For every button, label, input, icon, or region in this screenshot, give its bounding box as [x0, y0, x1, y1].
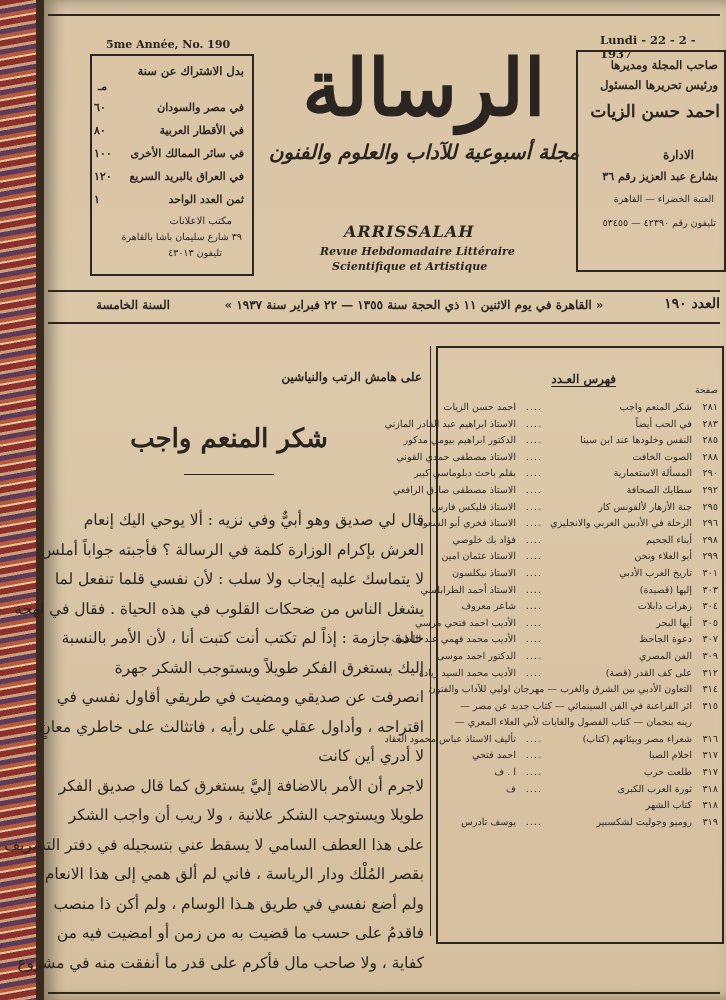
toc-row: [436, 649, 718, 666]
admin-address-1: بشارع عبد العزيز رقم ٣٦: [602, 170, 718, 183]
toc-title: على كف القدر (قصة): [605, 667, 692, 679]
toc-title: احلام الصبا: [648, 750, 692, 762]
toc-author: الاستاذ أحمد الطرابلسي: [420, 584, 516, 596]
toc-page-number: ٢٩٨: [702, 534, 718, 546]
top-rule: [48, 14, 720, 16]
toc-page-number: ٣١٢: [702, 667, 718, 679]
toc-page-number: ٣١٧: [702, 750, 718, 762]
toc-title: ثورة العرب الكبرى: [617, 783, 692, 795]
toc-row: [442, 815, 718, 832]
toc-title: دعوة الجاحظ: [639, 634, 692, 646]
subscription-row: ثمن العدد الواحد ١: [94, 193, 244, 206]
toc-title: تاريخ العرب الأدبي: [619, 567, 692, 579]
toc-row: [428, 682, 718, 699]
toc-title: شكر المنعم واجب: [619, 402, 692, 413]
toc-page-number: ٢٨١: [702, 402, 718, 413]
toc-author: الاستاذ فليكس فارس: [431, 501, 516, 513]
article-line: انصرفت عن صديقي ومضيت في طريقي أقاول نفسي في: [56, 688, 424, 706]
toc-row: [442, 765, 718, 782]
toc-row: [442, 599, 718, 616]
toc-leader-dots: ....: [525, 418, 542, 430]
toc-leader-dots: ....: [525, 634, 542, 646]
toc-author: الأديب محمد السيد زيادة: [418, 667, 516, 679]
dateline-rule-bottom: [48, 322, 720, 324]
toc-title: الفن المصري: [638, 650, 692, 662]
toc-leader-dots: ....: [525, 783, 542, 795]
toc-title: جنة الأزهار لألفونس كار: [598, 501, 692, 513]
subscription-row: في الأقطار العربية ٨٠: [94, 124, 244, 137]
bottom-rule: [48, 992, 720, 994]
article-line: لا أدري أين كانت: [318, 747, 424, 765]
toc-row: [396, 450, 718, 467]
toc-title: الرحلة في الأدبين العربي والانجليزي: [550, 518, 692, 530]
toc-leader-dots: ....: [525, 650, 542, 662]
admin-phone: تليفون رقم ٤٢٣٩٠ — ٥٣٤٥٥: [602, 218, 716, 229]
article-line: قال لي صديق وهو أبيٌّ وفي نزيه : ألا يوحي اليك إنعام: [83, 511, 424, 529]
masthead-title: الرسالة: [302, 43, 546, 134]
toc-title: سطايك الصحافة: [626, 484, 692, 496]
article-line: لا يتماسك عليه إيجاب ولا سلب : لأن نفسي قلما تنفعل لما: [54, 570, 424, 588]
toc-page-number: ٣١٥: [702, 700, 718, 712]
toc-page-number: ٢٩٥: [702, 501, 718, 513]
toc-title: اثر الفراعنة في الفن السينمائي — كتاب جديد عن مصر —: [460, 700, 692, 712]
masthead-subtitle: مجلة أسبوعية للآداب والعلوم والفنون: [268, 140, 580, 164]
toc-page-number: ٣١٦: [702, 733, 718, 745]
title-underline: [184, 474, 274, 475]
toc-page-number: ٢٩٩: [702, 551, 718, 563]
toc-title: الصوت الخافت: [632, 451, 692, 463]
article-line: على هذا العطف السامي لا يسقط عني بتسجيله في دفتر التشريف: [4, 835, 424, 854]
toc-page-number: ٣١٧: [702, 767, 718, 779]
toc-page-number: ٢٩٠: [702, 468, 718, 480]
toc-page-number: ٣١٤: [702, 684, 718, 696]
toc-leader-dots: ....: [525, 551, 542, 563]
toc-leader-dots: ....: [525, 617, 542, 629]
toc-page-column-label: صفحة: [695, 386, 718, 396]
toc-row: [415, 616, 718, 633]
toc-author: شاعر معروف: [461, 601, 516, 613]
owner-line-2: ورئيس تحريرها المسئول: [600, 78, 718, 92]
subscription-row: في سائر الممالك الأخرى ١٠٠: [94, 147, 244, 160]
owner-name: احمد حسن الزيات: [590, 102, 720, 122]
issue-number: العدد ١٩٠: [664, 296, 720, 312]
toc-list: [384, 400, 718, 831]
toc-row: [384, 417, 718, 434]
toc-page-number: ٣١٨: [702, 783, 718, 795]
article-line: ولم أضع نفسي في طريق هـذا الوسام ، ولم أكن ذا منصب: [53, 894, 424, 913]
toc-page-number: ٣٠٤: [702, 601, 718, 613]
toc-row: [418, 666, 718, 683]
date-line: « القاهرة في يوم الاثنين ١١ ذي الحجة سنة ١٣٥٥ — ٢٢ فبراير سنة ١٩٣٧ »: [224, 298, 604, 312]
toc-leader-dots: ....: [525, 567, 542, 579]
article-line: طويلا ويستوجب الشكر علانية ، ولا ريب أن واجب الشكر: [68, 806, 424, 824]
article-line: اقتراحه ، وأداول عقلي على رأيه ، فاتثالث على خاطري معانٍ: [39, 717, 424, 736]
toc-page-number: ٣٠٣: [702, 584, 718, 596]
toc-row: [392, 483, 718, 500]
toc-page-number: ٢٨٥: [702, 435, 718, 447]
toc-leader-dots: ....: [525, 767, 542, 779]
toc-row: [403, 433, 718, 450]
toc-leader-dots: ....: [525, 733, 542, 745]
owner-box: [576, 50, 726, 272]
toc-leader-dots: ....: [525, 534, 542, 546]
article-line: حادة جازمة : إذاً لم تكتب أنت كتبت أنا ، لأن الأمر بالنسبة: [61, 629, 424, 647]
toc-author: الاستاذ فخري أبو السعود: [418, 518, 516, 530]
toc-row: [442, 566, 718, 583]
french-date: Lundi - 22 - 2 - 1937: [600, 33, 696, 61]
toc-title: أيها البحر: [656, 617, 692, 629]
toc-row: [414, 466, 718, 483]
toc-author: الاستاذ ابراهيم عبد القادر المازني: [384, 418, 516, 430]
toc-row: [420, 583, 718, 600]
toc-title: النفس وخلودها عند ابن سينا: [580, 435, 692, 447]
owner-line-1: صاحب المجلة ومديرها: [610, 58, 718, 72]
subscription-box: [90, 54, 254, 276]
toc-author: بقلم باحث دبلوماسي كبير: [414, 468, 516, 480]
toc-leader-dots: ....: [525, 518, 542, 530]
toc-title: زهرات ذابلات: [637, 601, 692, 613]
column-heading: على هامش الرتب والنياشين: [281, 370, 422, 384]
toc-author: احمد فتحي: [472, 750, 516, 762]
toc-author: الاستاذ مصطفى صادق الرافعي: [392, 484, 516, 496]
subscription-rows: [92, 96, 252, 211]
toc-title: شعراء مصر وبيئاتهم (كتاب): [582, 733, 692, 745]
toc-author: الاستاذ نيكلسون: [452, 567, 516, 579]
toc-title: أبو العلاء ونحن: [634, 551, 692, 563]
toc-leader-dots: ....: [525, 468, 542, 480]
toc-leader-dots: ....: [525, 667, 542, 679]
toc-author: ف: [506, 783, 516, 795]
toc-title: في الحب أيضاً: [635, 418, 692, 430]
ads-office: مكتب الاعلانات: [169, 216, 232, 227]
toc-page-number: ٣١٨: [702, 800, 718, 812]
article-line: فاقدمُ على حسب ما قضيت به من زمن أو امضيت فيه من: [56, 924, 424, 942]
ads-address: ٣٩ شارع سليمان باشا بالقاهرة: [121, 232, 242, 243]
toc-author: الدكتور احمد موسى: [436, 650, 516, 662]
toc-row: [442, 715, 718, 732]
article-line: إليك يستغرق الفكر طويلاً ويستوجب الشكر جهرة: [114, 658, 424, 677]
toc-title: التعاون الأدبي بين الشرق والغرب — مهرجان اوليي للآداب والفنون: [428, 684, 692, 696]
toc-title: إليها (قصيدة): [639, 584, 692, 596]
article-title: شكر المنعم واجب: [130, 424, 328, 454]
article-line: كفاية ، ولا صاحب مال فأكرم على قدر ما أنفقت منه في مشروع: [17, 953, 424, 972]
toc-author: ا . ف: [494, 767, 516, 779]
toc-author: فؤاد بك خلوصي: [452, 534, 516, 546]
toc-title: المسألة الاستعمارية: [613, 468, 692, 480]
toc-row: [442, 549, 718, 566]
toc-author: الاستاذ مصطفى حمدي القوني: [396, 451, 516, 463]
latin-title: ARRISSALAH: [344, 222, 475, 241]
toc-row: [442, 748, 718, 765]
toc-page-number: ٣٠٩: [702, 650, 718, 662]
toc-leader-dots: ....: [525, 601, 542, 613]
toc-title: روميو وجوليت لشكسبير: [596, 816, 692, 828]
subscription-row: في العراق بالبريد السريع ١٢٠: [94, 170, 244, 183]
article-line: بقصر المُلْك ودار الرياسة ، فاني لم ألق همي إلى هذا الانعام ،: [34, 865, 424, 883]
toc-row: [431, 500, 718, 517]
dateline-rule-top: [48, 290, 720, 292]
article-line: يشغل الناس من ضحكات القلوب في هذه الحياة . فقال في لهجة: [14, 599, 424, 618]
toc-page-number: ٢٨٣: [702, 418, 718, 430]
toc-leader-dots: ....: [525, 402, 542, 413]
toc-author: احمد حسن الزيات: [443, 402, 516, 413]
article-line: لاجرم أن الأمر بالاضافة إليَّ يستغرق كما قال صديق الفكر: [58, 776, 424, 795]
toc-leader-dots: ....: [525, 816, 542, 828]
toc-page-number: ٣٠٥: [702, 617, 718, 629]
toc-row: [418, 516, 718, 533]
toc-row: [442, 400, 718, 417]
toc-row: [442, 798, 718, 815]
toc-heading: فهرس العـدد: [551, 372, 616, 386]
toc-leader-dots: ....: [525, 484, 542, 496]
toc-page-number: [692, 715, 718, 732]
toc-author: الأديب احمد فتحي مرسي: [415, 617, 516, 629]
currency-label: مـ: [98, 80, 108, 93]
admin-address-2: العتبة الخضراء — القاهرة: [613, 194, 714, 205]
toc-title: كتاب الشهر: [645, 800, 692, 812]
toc-author: الدكتور ابراهيم بيومي مدكور: [403, 435, 516, 447]
toc-leader-dots: ....: [525, 435, 542, 447]
subscription-row: في مصر والسودان ٦٠: [94, 101, 244, 114]
toc-author: الاستاذ عثمان امين: [441, 551, 516, 563]
toc-leader-dots: ....: [525, 584, 542, 596]
toc-title: أبناء الجحيم: [646, 534, 692, 546]
year-number: 5me Année, No. 190: [106, 38, 231, 51]
latin-subtitle-2: Scientifique et Artistique: [332, 260, 488, 273]
toc-page-number: ٣١٩: [702, 816, 718, 828]
article-body: [4, 506, 424, 978]
table-of-contents: [384, 346, 724, 944]
toc-author: تأليف الاستاذ عباس محمود العقاد: [384, 733, 516, 745]
toc-page-number: ٢٨٨: [702, 451, 718, 463]
toc-row: [391, 632, 718, 649]
admin-title: الادارة: [663, 148, 694, 162]
toc-row: [384, 732, 718, 749]
toc-leader-dots: ....: [525, 501, 542, 513]
toc-row: [442, 782, 718, 799]
toc-leader-dots: ....: [525, 451, 542, 463]
latin-subtitle-1: Revue Hebdomadaire Littéraire: [320, 245, 515, 258]
year-label: السنة الخامسة: [96, 298, 170, 312]
subscription-heading: بدل الاشتراك عن سنة: [137, 64, 244, 78]
toc-page-number: ٣٠٧: [702, 634, 718, 646]
toc-title: طلعت حرب: [643, 767, 692, 779]
toc-page-number: ٢٩٢: [702, 484, 718, 496]
toc-page-number: ٣٠١: [702, 567, 718, 579]
toc-author: الأديب محمد فهمي عبد اللطيف: [391, 634, 516, 646]
newspaper-page: [4, 0, 726, 1000]
toc-author: يوسف تادرس: [461, 816, 516, 828]
toc-leader-dots: ....: [525, 750, 542, 762]
toc-row: [442, 699, 718, 716]
ads-phone: تليفون ٤٣٠١٣: [168, 248, 222, 259]
toc-row: [442, 533, 718, 550]
toc-title: رينه بنجمان — كتاب الفصول والغايات لأبي العلاء المعري —: [455, 717, 692, 729]
toc-page-number: ٢٩٦: [702, 518, 718, 530]
article-line: العرش بإكرام الوزارة كلمة في الرسالة ؟ فأجبته جواباً أملس: [40, 540, 424, 559]
